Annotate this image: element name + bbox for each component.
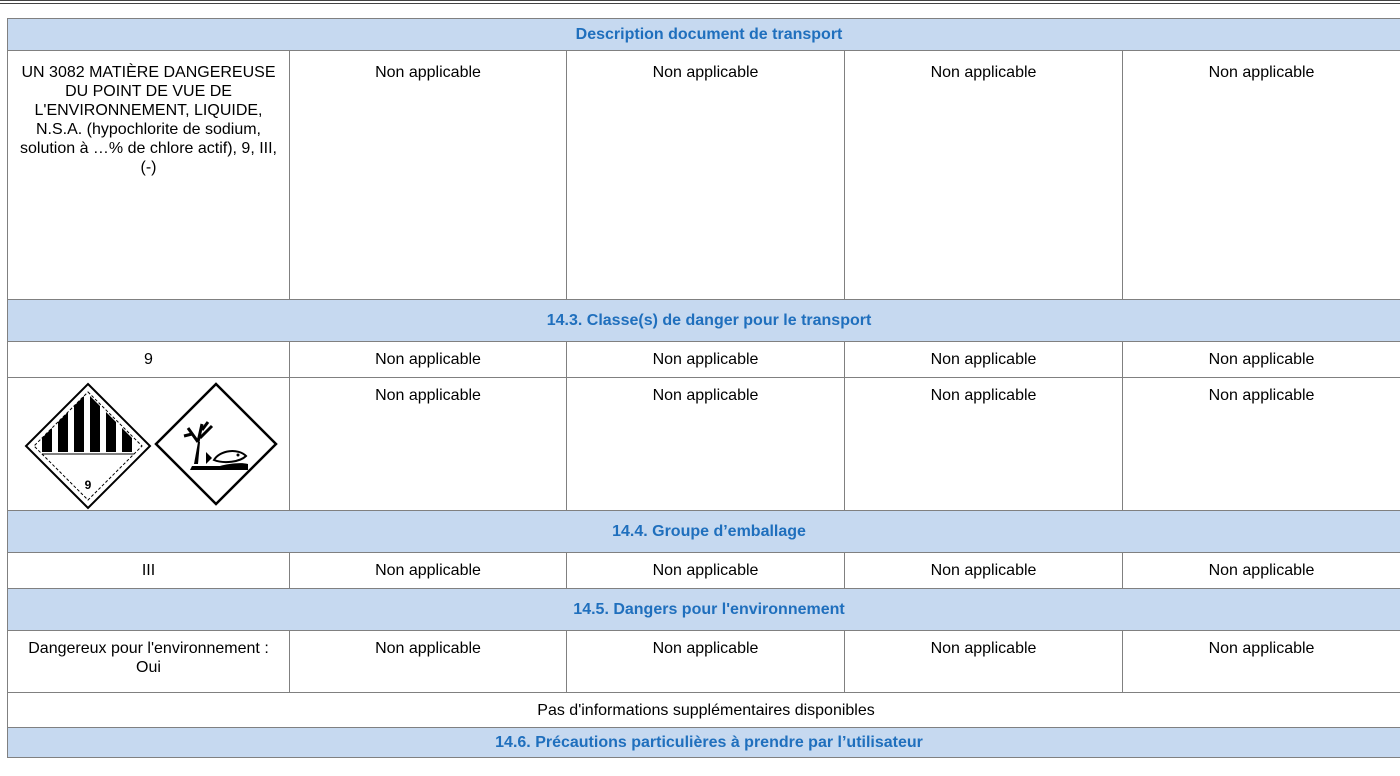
environment-hazard-icon — [154, 382, 278, 506]
desc-text: UN 3082 MATIÈRE DANGEREUSE DU POINT DE VUE DE L'ENVIRONNEMENT, LIQUIDE, N.S.A. (hypochlorite de sodium, solution à …% de chlore actif), 9, III, (-) — [19, 64, 277, 176]
table-cell: Non applicable — [1123, 342, 1400, 378]
env-value: Dangereux pour l'environnement : Oui — [28, 640, 269, 676]
section-header-row — [8, 728, 1400, 758]
section-header-row — [8, 300, 1400, 342]
pack-section-header: 14.4. Groupe d’emballage — [8, 511, 1400, 553]
table-cell: Non applicable — [567, 342, 845, 378]
desc-cell — [8, 51, 290, 300]
table-cell: Non applicable — [290, 51, 567, 300]
table-cell: Non applicable — [290, 631, 567, 693]
table-cell: Non applicable — [845, 631, 1123, 693]
table-cell: Non applicable — [567, 51, 845, 300]
table-cell: Non applicable — [290, 553, 567, 589]
transport-table — [7, 18, 1400, 758]
table-cell: Non applicable — [845, 378, 1123, 511]
table-cell: Non applicable — [290, 378, 567, 511]
pictogram-cell — [8, 378, 290, 511]
section-header-row — [8, 511, 1400, 553]
table-row — [8, 342, 1400, 378]
table-cell: Non applicable — [845, 51, 1123, 300]
desc-section-header: Description document de transport — [8, 19, 1400, 51]
table-cell: Non applicable — [290, 342, 567, 378]
table-cell: Non applicable — [1123, 631, 1400, 693]
table-cell: Non applicable — [1123, 378, 1400, 511]
table-cell: Non applicable — [845, 553, 1123, 589]
table-cell — [8, 631, 290, 693]
table-cell: III — [8, 553, 290, 589]
table-cell: Non applicable — [567, 378, 845, 511]
table-cell: Non applicable — [567, 631, 845, 693]
prec-section-header: 14.6. Précautions particulières à prendre par l’utilisateur — [8, 728, 1400, 758]
section-header-row — [8, 589, 1400, 631]
table-cell: Non applicable — [1123, 553, 1400, 589]
table-cell: 9 — [8, 342, 290, 378]
table-row — [8, 51, 1400, 300]
note-row — [8, 693, 1400, 728]
table-row — [8, 631, 1400, 693]
table-row — [8, 378, 1400, 511]
env-section-header: 14.5. Dangers pour l'environnement — [8, 589, 1400, 631]
note-text: Pas d'informations supplémentaires disponibles — [8, 693, 1400, 728]
table-row — [8, 553, 1400, 589]
table-cell: Non applicable — [567, 553, 845, 589]
table-cell: Non applicable — [1123, 51, 1400, 300]
table-cell: Non applicable — [845, 342, 1123, 378]
section-header-row — [8, 19, 1400, 51]
top-rule — [0, 0, 1400, 4]
class9-label: 9 — [84, 478, 92, 492]
class9-hazard-icon — [24, 382, 152, 510]
class-section-header: 14.3. Classe(s) de danger pour le transport — [8, 300, 1400, 342]
